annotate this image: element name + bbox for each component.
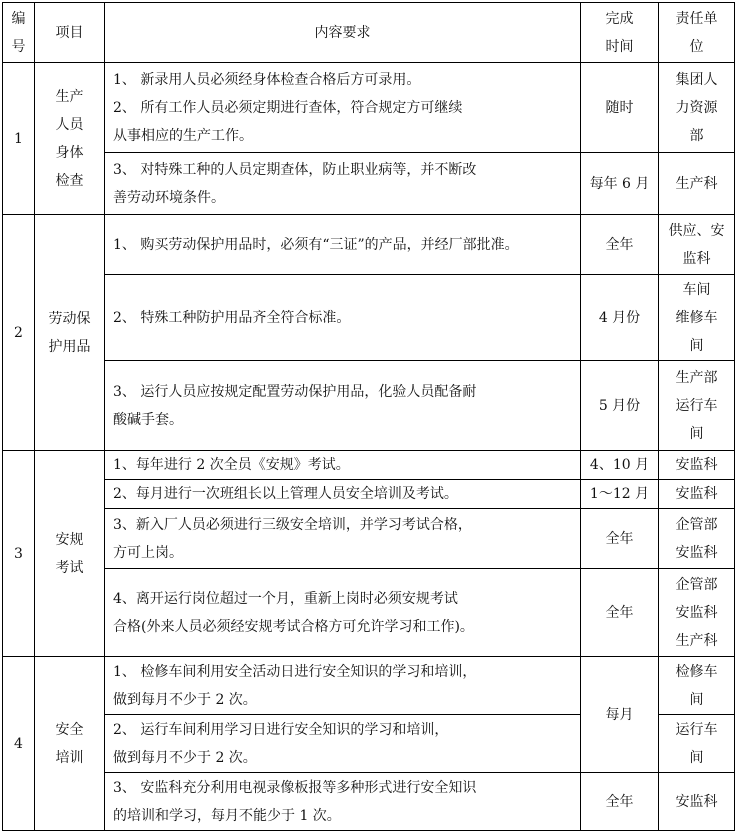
section-number: 2 [3, 215, 35, 451]
task-content: 3、新入厂人员必须进行三级安全培训，并学习考试合格， 方可上岗。 [105, 509, 581, 569]
table-row [3, 569, 735, 657]
task-content: 2、每月进行一次班组长以上管理人员安全培训及考试。 [105, 480, 581, 509]
task-owner: 运行车 间 [659, 715, 735, 773]
section-item: 安规 考试 [35, 451, 105, 657]
section-number: 3 [3, 451, 35, 657]
table-row [3, 361, 735, 451]
task-time: 每年 6 月 [581, 153, 659, 215]
task-time: 全年 [581, 509, 659, 569]
task-content: 3、 运行人员应按规定配置劳动保护用品，化验人员配备耐 酸碱手套。 [105, 361, 581, 451]
task-owner: 供应、安 监科 [659, 215, 735, 275]
task-content: 1、 购买劳动保护用品时，必须有“三证”的产品，并经厂部批准。 [105, 215, 581, 275]
task-content: 1、每年进行 2 次全员《安规》考试。 [105, 451, 581, 480]
task-content: 3、 对特殊工种的人员定期查体，防止职业病等，并不断改 善劳动环境条件。 [105, 153, 581, 215]
task-owner: 企管部 安监科 生产科 [659, 569, 735, 657]
table-row [3, 773, 735, 831]
header-item: 项目 [35, 3, 105, 63]
table-row [3, 63, 735, 153]
safety-plan-table [2, 2, 735, 831]
task-owner: 检修车 间 [659, 657, 735, 715]
task-owner: 企管部 安监科 [659, 509, 735, 569]
task-owner: 车间 维修车 间 [659, 275, 735, 361]
section-item: 生产 人员 身体 检查 [35, 63, 105, 215]
task-content: 4、离开运行岗位超过一个月，重新上岗时必须安规考试 合格(外来人员必须经安规考试合格方可允许学习和工作)。 [105, 569, 581, 657]
task-time: 1～12 月 [581, 480, 659, 509]
header-num: 编 号 [3, 3, 35, 63]
task-owner: 生产科 [659, 153, 735, 215]
task-time: 5 月份 [581, 361, 659, 451]
section-item: 劳动保 护用品 [35, 215, 105, 451]
header-row [3, 3, 735, 63]
table-row [3, 657, 735, 715]
header-owner: 责任单 位 [659, 3, 735, 63]
task-time: 4、10 月 [581, 451, 659, 480]
task-content: 1、 检修车间利用安全活动日进行安全知识的学习和培训， 做到每月不少于 2 次。 [105, 657, 581, 715]
task-time: 每月 [581, 657, 659, 773]
task-owner: 安监科 [659, 773, 735, 831]
table-row [3, 215, 735, 275]
task-content: 2、 特殊工种防护用品齐全符合标准。 [105, 275, 581, 361]
table-row [3, 509, 735, 569]
task-owner: 安监科 [659, 480, 735, 509]
task-time: 4 月份 [581, 275, 659, 361]
task-time: 全年 [581, 215, 659, 275]
task-time: 全年 [581, 569, 659, 657]
section-number: 1 [3, 63, 35, 215]
table-row [3, 153, 735, 215]
section-number: 4 [3, 657, 35, 831]
task-content: 3、 安监科充分利用电视录像板报等多种形式进行安全知识 的培训和学习，每月不能少于 1 次。 [105, 773, 581, 831]
section-item: 安全 培训 [35, 657, 105, 831]
task-content: 1、 新录用人员必须经身体检查合格后方可录用。 2、 所有工作人员必须定期进行查体，符合规定方可继续 从事相应的生产工作。 [105, 63, 581, 153]
table-row [3, 451, 735, 480]
header-content: 内容要求 [105, 3, 581, 63]
task-owner: 集团人 力资源 部 [659, 63, 735, 153]
task-time: 全年 [581, 773, 659, 831]
header-time: 完成 时间 [581, 3, 659, 63]
table-row [3, 480, 735, 509]
task-owner: 生产部 运行车 间 [659, 361, 735, 451]
table-row [3, 275, 735, 361]
task-content: 2、 运行车间利用学习日进行安全知识的学习和培训， 做到每月不少于 2 次。 [105, 715, 581, 773]
task-time: 随时 [581, 63, 659, 153]
task-owner: 安监科 [659, 451, 735, 480]
